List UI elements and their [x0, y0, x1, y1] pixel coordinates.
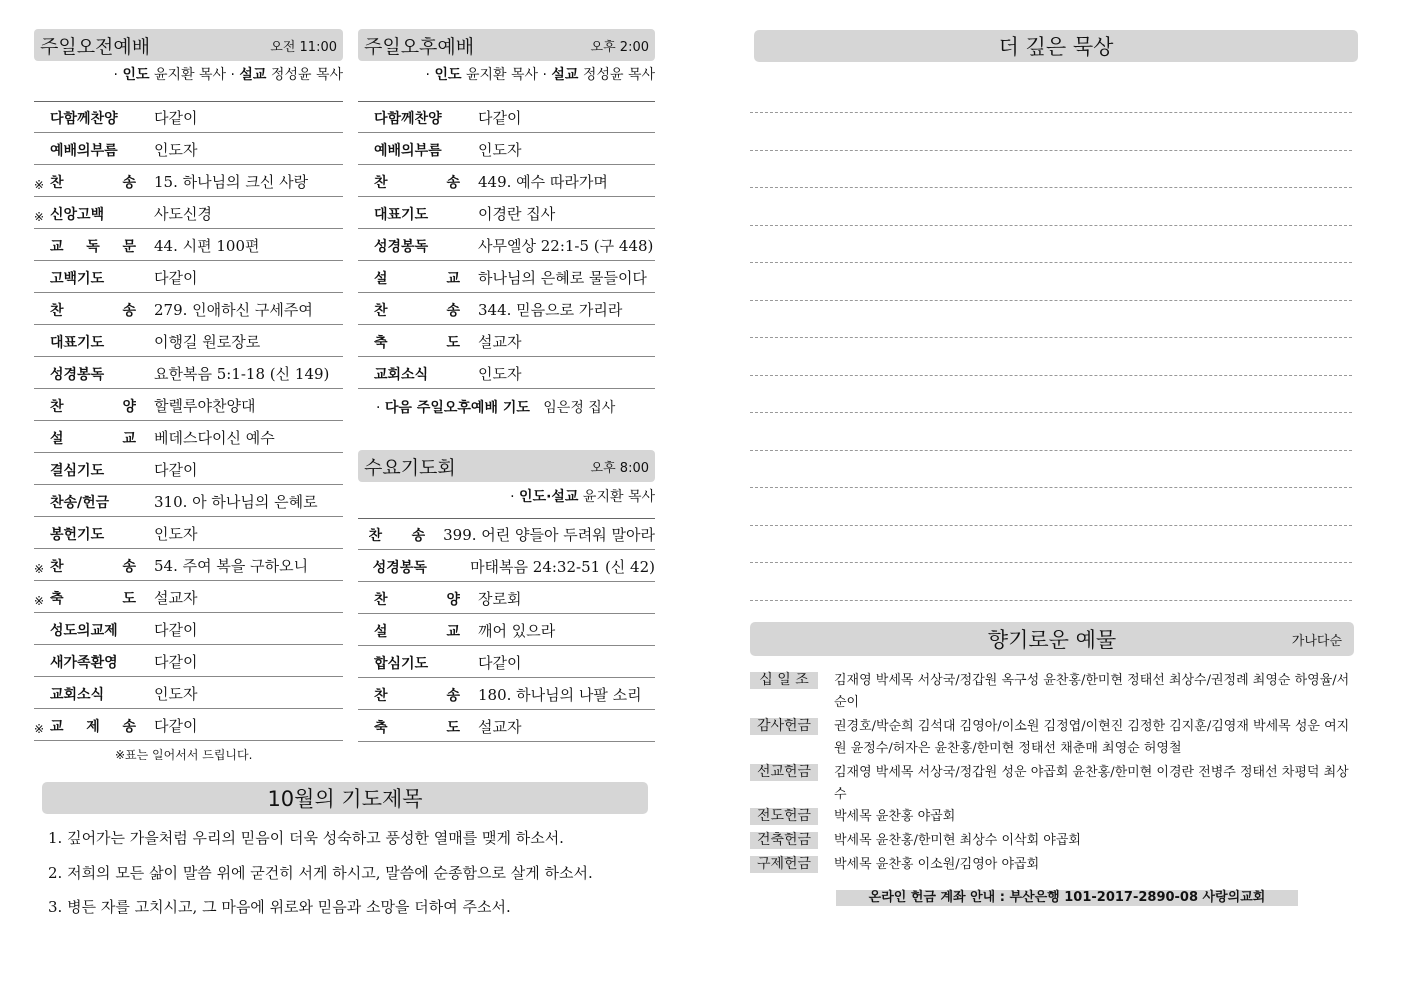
memo-line [750, 225, 1352, 226]
order-label: 교 제 송 [50, 719, 136, 735]
afternoon-leaders: · 인도 윤지환 목사 · 설교 정성윤 목사 [425, 67, 655, 83]
online-offering-account: 온라인 헌금 계좌 안내 : 부산은행 101-2017-2890-08 사랑의교회 [836, 890, 1298, 906]
order-value: 사무엘상 22:1-5 (구 448) [478, 237, 654, 255]
order-value: 54. 주여 복을 구하오니 [154, 557, 309, 575]
afternoon-service-header [358, 29, 655, 61]
order-row [358, 357, 655, 389]
prayer-item: 3. 병든 자를 고치시고, 그 마음에 위로와 믿음과 소망을 더하여 주소서. [48, 898, 511, 916]
offering-row [750, 670, 1360, 714]
order-row [34, 293, 343, 325]
order-label: 찬 송 [50, 175, 136, 191]
order-row [34, 485, 343, 517]
morning-leaders: · 인도 윤지환 목사 · 설교 정성윤 목사 [113, 67, 343, 83]
order-label: 축 도 [374, 335, 460, 351]
wednesday-service-time: 오후 8:00 [590, 460, 649, 476]
order-value: 인도자 [154, 525, 198, 543]
order-value: 인도자 [478, 365, 522, 383]
order-value: 다같이 [154, 653, 198, 671]
order-value: 장로회 [478, 590, 522, 608]
meditation-header [754, 30, 1358, 62]
offering-title: 향기로운 예물 [987, 628, 1117, 652]
order-label: 찬 양 [374, 592, 460, 608]
order-value: 399. 어린 양들아 두려워 말아라 [443, 526, 655, 544]
order-row [34, 517, 343, 549]
order-label: 예배의부름 [50, 143, 118, 159]
offering-header [750, 622, 1354, 656]
offering-category: 선교헌금 [750, 764, 818, 781]
order-label: 고백기도 [50, 271, 105, 287]
prayer-topics-header [42, 782, 648, 814]
offering-row [750, 806, 1360, 828]
order-label: 설 교 [374, 624, 460, 640]
memo-line [750, 487, 1352, 488]
offering-names: 김재영 박세목 서상국/정갑원 성운 야곱회 윤찬홍/한미현 이경란 전병주 정태선 차평덕 최상수 [834, 765, 1349, 802]
order-row [34, 101, 343, 133]
order-row [358, 518, 655, 550]
afternoon-service-time: 오후 2:00 [590, 39, 649, 55]
order-label: 교회소식 [50, 687, 105, 703]
wednesday-leaders: · 인도·설교 윤지환 목사 [510, 489, 655, 505]
morning-order-table [34, 101, 343, 741]
order-row [358, 133, 655, 165]
next-prayer-note: · 다음 주일오후예배 기도 임은정 집사 [376, 400, 616, 416]
offering-category: 감사헌금 [750, 718, 818, 735]
order-label: 예배의부름 [374, 143, 442, 159]
order-label: 설 교 [374, 271, 460, 287]
wednesday-service-header [358, 450, 655, 482]
prayer-topics-title: 10월의 기도제목 [267, 787, 423, 811]
order-row [34, 613, 343, 645]
offering-row [750, 830, 1360, 852]
order-row [358, 197, 655, 229]
order-value: 이경란 집사 [478, 205, 556, 223]
order-value: 인도자 [154, 141, 198, 159]
order-row [34, 421, 343, 453]
order-label: 축 도 [50, 591, 136, 607]
order-row [34, 453, 343, 485]
offering-names: 박세목 윤찬홍 야곱회 [834, 809, 956, 824]
standing-mark: ※ [34, 562, 45, 576]
order-value: 깨어 있으라 [478, 622, 556, 640]
order-row [34, 677, 343, 709]
order-value: 사도신경 [154, 205, 212, 223]
order-value: 다같이 [154, 621, 198, 639]
order-label: 교회소식 [374, 367, 429, 383]
order-value: 다같이 [154, 461, 198, 479]
order-row [358, 101, 655, 133]
order-row [358, 582, 655, 614]
order-row [34, 357, 343, 389]
order-label: 봉헌기도 [50, 527, 105, 543]
order-value: 다같이 [478, 109, 522, 127]
offering-category: 건축헌금 [750, 832, 818, 849]
order-label: 결심기도 [50, 463, 105, 479]
order-label: 찬송/헌금 [50, 495, 110, 511]
order-row [34, 165, 343, 197]
meditation-title: 더 깊은 묵상 [998, 35, 1114, 59]
prayer-item: 1. 깊어가는 가을처럼 우리의 믿음이 더욱 성숙하고 풍성한 열매를 맺게 하소서. [48, 829, 564, 847]
memo-line [750, 562, 1352, 563]
order-row [358, 550, 655, 582]
standing-mark: ※ [34, 210, 45, 224]
memo-line [750, 375, 1352, 376]
order-value: 다같이 [154, 717, 198, 735]
wednesday-order-table [358, 518, 655, 742]
offering-names: 권경호/박순희 김석대 김영아/이소원 김정엽/이현진 김정한 김지훈/김영재 박세목 성운 여지원 윤정수/허자은 윤찬홍/한미현 정태선 채춘매 최영순 허영철 [834, 719, 1350, 756]
memo-line [750, 150, 1352, 151]
order-label: 교 독 문 [50, 239, 136, 255]
memo-line [750, 525, 1352, 526]
order-value: 다같이 [154, 269, 198, 287]
morning-service-title: 주일오전예배 [40, 35, 151, 58]
order-label: 찬 송 [368, 528, 426, 544]
order-row [34, 261, 343, 293]
offering-category: 구제헌금 [750, 856, 818, 873]
offering-names: 김재영 박세목 서상국/정갑원 옥구성 윤찬홍/한미현 정태선 최상수/권정례 최영순 하영율/서순이 [834, 673, 1350, 710]
order-value: 인도자 [478, 141, 522, 159]
order-row [34, 645, 343, 677]
order-row [34, 229, 343, 261]
order-row [34, 581, 343, 613]
order-value: 449. 예수 따라가며 [478, 173, 608, 191]
order-row [34, 709, 343, 741]
afternoon-service-title: 주일오후예배 [364, 35, 475, 58]
order-row [34, 549, 343, 581]
standing-mark: ※ [34, 178, 45, 192]
memo-line [750, 337, 1352, 338]
order-value: 하나님의 은혜로 물들이다 [478, 269, 647, 287]
order-value: 344. 믿음으로 가리라 [478, 301, 623, 319]
order-value: 180. 하나님의 나팔 소리 [478, 686, 642, 704]
order-label: 합심기도 [374, 656, 429, 672]
order-value: 15. 하나님의 크신 사랑 [154, 173, 309, 191]
order-label: 대표기도 [50, 335, 105, 351]
memo-line [750, 187, 1352, 188]
order-row [34, 325, 343, 357]
order-value: 인도자 [154, 685, 198, 703]
order-label: 성경봉독 [372, 560, 427, 576]
order-label: 축 도 [374, 720, 460, 736]
offering-category: 전도헌금 [750, 808, 818, 825]
order-row [358, 646, 655, 678]
order-label: 성경봉독 [50, 367, 105, 383]
order-value: 310. 아 하나님의 은혜로 [154, 493, 318, 511]
order-row [358, 261, 655, 293]
order-label: 다함께찬양 [374, 111, 442, 127]
wednesday-service-title: 수요기도회 [364, 456, 456, 479]
memo-line [750, 412, 1352, 413]
order-label: 새가족환영 [50, 655, 118, 671]
order-value: 이행길 원로장로 [154, 333, 261, 351]
memo-line [750, 262, 1352, 263]
order-value: 279. 인애하신 구세주여 [154, 301, 313, 319]
prayer-item: 2. 저희의 모든 삶이 말씀 위에 굳건히 서게 하시고, 말씀에 순종함으로 살게 하소서. [48, 864, 593, 882]
order-value: 설교자 [478, 718, 522, 736]
order-value: 설교자 [154, 589, 198, 607]
standing-note: ※표는 일어서서 드립니다. [115, 748, 253, 762]
morning-service-time: 오전 11:00 [270, 39, 337, 55]
afternoon-order-table [358, 101, 655, 389]
order-value: 요한복음 5:1-18 (신 149) [154, 365, 330, 383]
order-value: 할렐루야찬양대 [154, 397, 256, 415]
order-value: 베데스다이신 예수 [154, 429, 275, 447]
order-label: 성경봉독 [374, 239, 429, 255]
order-value: 다같이 [478, 654, 522, 672]
order-row [358, 293, 655, 325]
offering-names: 박세목 윤찬홍/한미현 최상수 이삭회 야곱회 [834, 833, 1081, 848]
memo-line [750, 450, 1352, 451]
order-row [358, 229, 655, 261]
order-label: 신앙고백 [50, 207, 105, 223]
standing-mark: ※ [34, 594, 45, 608]
order-row [34, 197, 343, 229]
order-value: 마태복음 24:32-51 (신 42) [470, 558, 655, 576]
order-row [358, 614, 655, 646]
order-label: 찬 송 [50, 303, 136, 319]
offering-row [750, 716, 1360, 760]
order-label: 설 교 [50, 431, 136, 447]
standing-mark: ※ [34, 722, 45, 736]
offering-names: 박세목 윤찬홍 이소원/김영아 야곱회 [834, 857, 1040, 872]
order-label: 찬 송 [374, 688, 460, 704]
memo-line [750, 300, 1352, 301]
order-label: 대표기도 [374, 207, 429, 223]
order-label: 찬 양 [50, 399, 136, 415]
morning-service-header [34, 29, 343, 61]
order-label: 찬 송 [374, 175, 460, 191]
order-row [358, 710, 655, 742]
order-label: 찬 송 [374, 303, 460, 319]
order-label: 성도의교제 [50, 623, 118, 639]
order-row [358, 325, 655, 357]
order-row [34, 133, 343, 165]
order-row [358, 165, 655, 197]
order-value: 다같이 [154, 109, 198, 127]
order-value: 44. 시편 100편 [154, 237, 260, 255]
offering-row [750, 762, 1360, 806]
order-row [34, 389, 343, 421]
offering-row [750, 854, 1360, 876]
memo-line [750, 600, 1352, 601]
memo-line [750, 112, 1352, 113]
order-label: 다함께찬양 [50, 111, 118, 127]
order-label: 찬 송 [50, 559, 136, 575]
offering-order-note: 가나다순 [1291, 633, 1342, 649]
order-row [358, 678, 655, 710]
order-value: 설교자 [478, 333, 522, 351]
offering-category: 십 일 조 [750, 672, 818, 689]
